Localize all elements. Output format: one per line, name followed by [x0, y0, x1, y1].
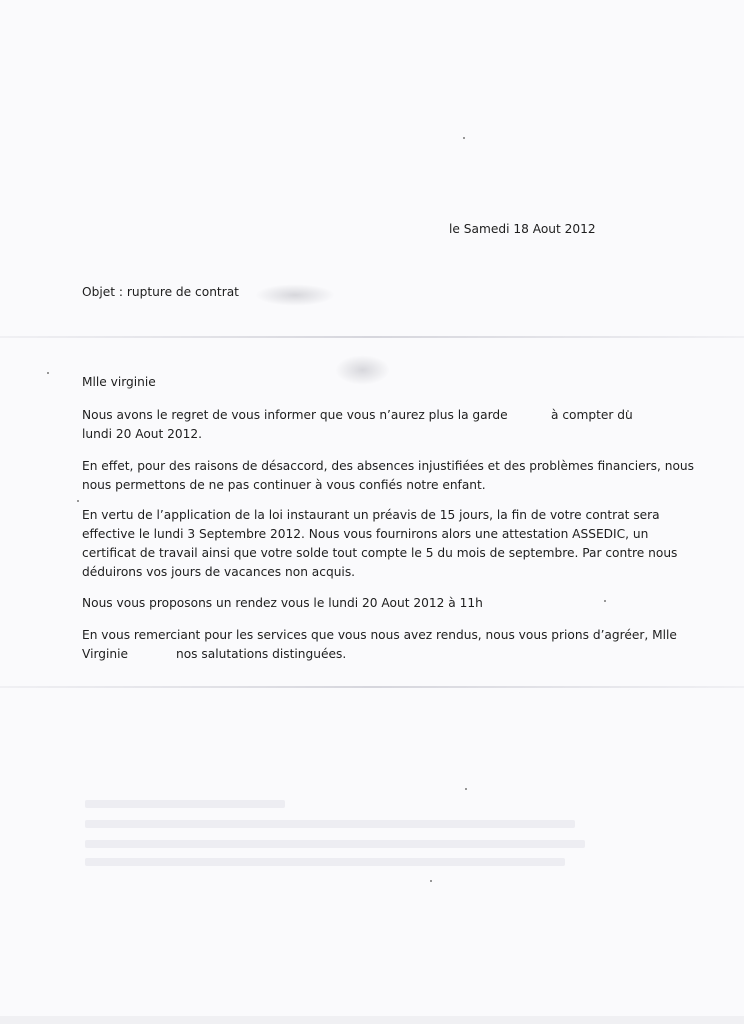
- paragraph-2-line-1: En effet, pour des raisons de désaccord, des absences injustifiées et des problèmes financiers, nous: [82, 459, 694, 473]
- scan-speck: [77, 500, 79, 502]
- paragraph-5-line-2-end: nos salutations distinguées.: [176, 647, 347, 661]
- paragraph-3-line-1: En vertu de l’application de la loi instaurant un préavis de 15 jours, la fin de votre contrat sera: [82, 508, 660, 522]
- bleed-through-mark: [85, 800, 285, 808]
- paragraph-5-line-2-start: Virginie: [82, 647, 128, 661]
- scan-speck: [465, 788, 467, 790]
- paragraph-1-line-1: Nous avons le regret de vous informer que vous n’aurez plus la garde: [82, 408, 508, 422]
- paragraph-4-line-1: Nous vous proposons un rendez vous le lundi 20 Aout 2012 à 11h: [82, 596, 483, 610]
- paragraph-3-line-3: certificat de travail ainsi que votre solde tout compte le 5 du mois de septembre. Par contre nous: [82, 546, 678, 560]
- paragraph-2-line-2: nous permettons de ne pas continuer à vous confiés notre enfant.: [82, 478, 486, 492]
- paragraph-3: [82, 506, 678, 582]
- paragraph-1-line-1-end: à compter du: [551, 408, 633, 422]
- paragraph-2: [82, 457, 694, 495]
- page-bottom-edge: [0, 1016, 744, 1024]
- letter-salutation: Mlle virginie: [82, 375, 156, 389]
- paper-fold-line: [0, 336, 744, 338]
- paragraph-1-line-2: lundi 20 Aout 2012.: [82, 427, 203, 441]
- paragraph-3-line-4: déduirons vos jours de vacances non acquis.: [82, 565, 356, 579]
- paper-fold-line: [0, 686, 744, 688]
- letter-subject: Objet : rupture de contrat: [82, 285, 239, 299]
- letter-date: le Samedi 18 Aout 2012: [449, 222, 596, 236]
- ink-smudge: [335, 355, 390, 385]
- scan-speck: [430, 880, 432, 882]
- scan-speck: [47, 372, 49, 374]
- paragraph-3-line-2: effective le lundi 3 Septembre 2012. Nous vous fournirons alors une attestation ASSEDIC, un: [82, 527, 649, 541]
- scan-speck: [604, 600, 606, 602]
- bleed-through-mark: [85, 858, 565, 866]
- paragraph-5-line-1: En vous remerciant pour les services que vous nous avez rendus, nous vous prions d’agréer, Mlle: [82, 628, 677, 642]
- bleed-through-mark: [85, 820, 575, 828]
- scan-speck: [463, 137, 465, 139]
- ink-smudge: [255, 284, 335, 306]
- bleed-through-mark: [85, 840, 585, 848]
